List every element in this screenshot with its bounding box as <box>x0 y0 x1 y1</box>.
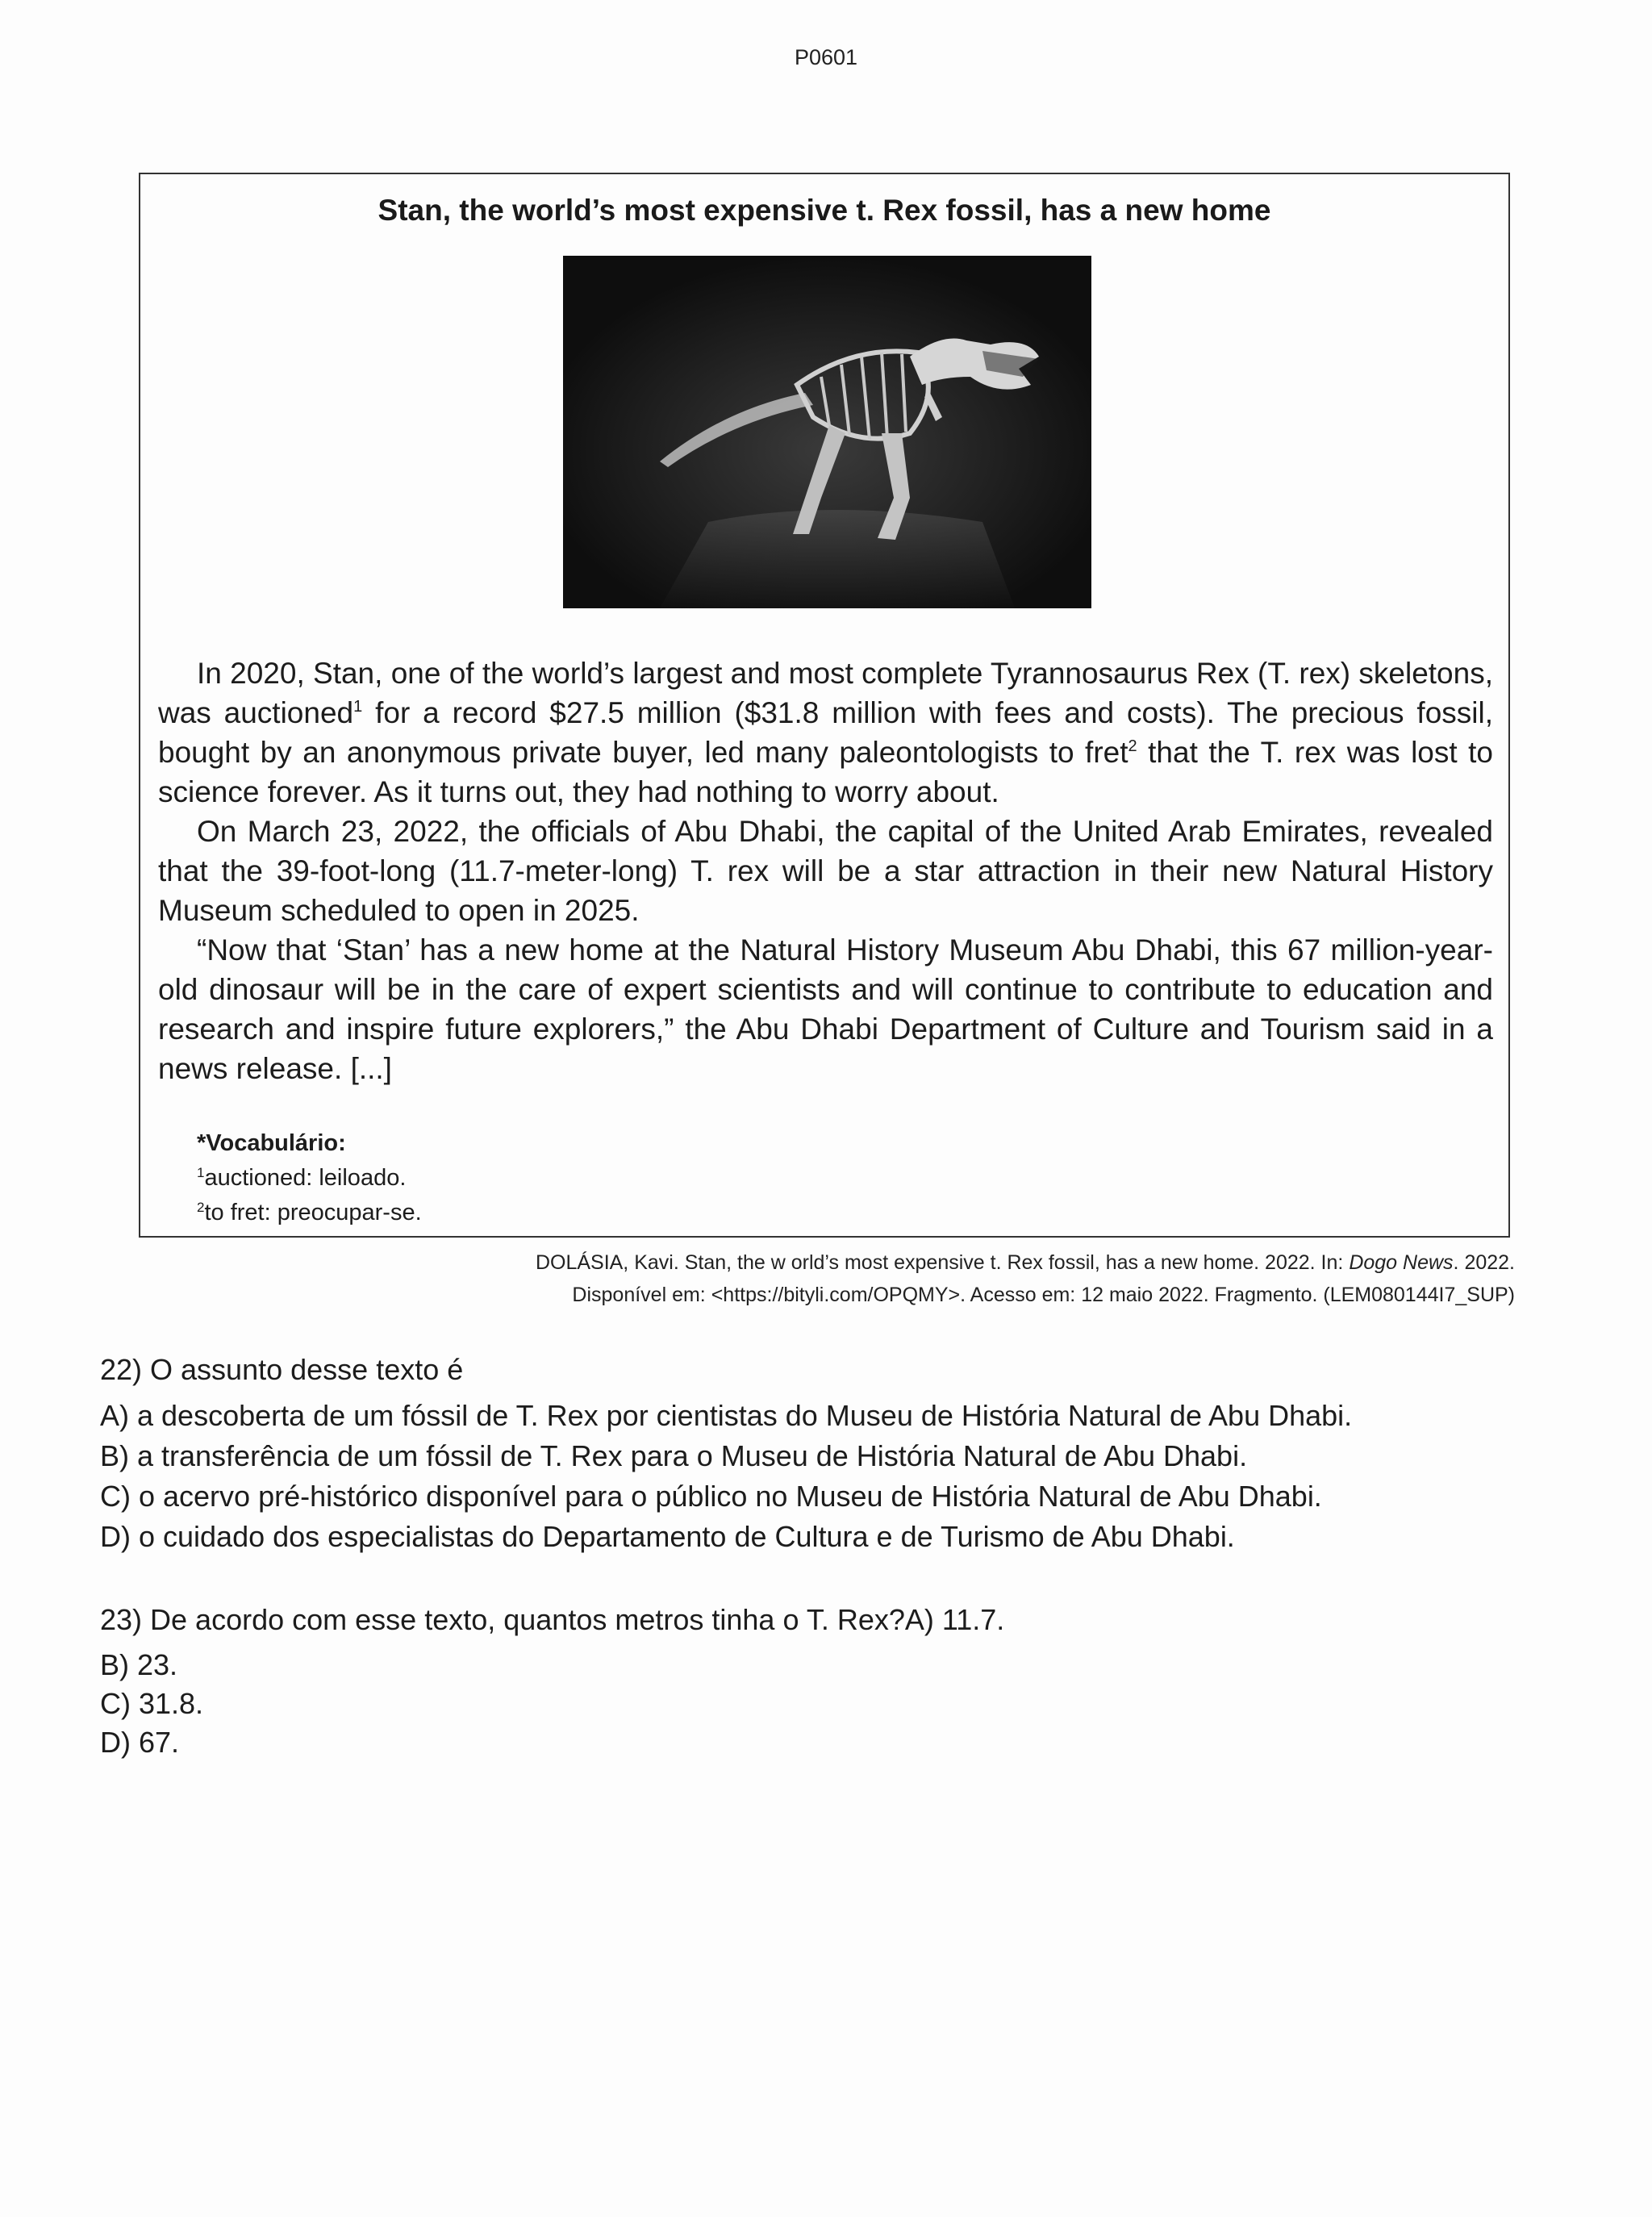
page-code: P0601 <box>794 45 858 69</box>
citation-line-2: Disponível em: <https://bityli.com/OPQMY>. Acesso em: 12 maio 2022. Fragmento. (LEM080144I7_SUP) <box>572 1284 1515 1306</box>
vocabulary-item: $^1$auctioned: leiloado. <box>197 1165 407 1191</box>
questions <box>100 1347 1592 1762</box>
answer-option-b[interactable]: B) 23. <box>100 1648 178 1681</box>
trex-skeleton-photo <box>563 256 1091 608</box>
article-body <box>158 653 1493 1088</box>
citation-source: Dogo News <box>1349 1251 1454 1274</box>
answer-option-c[interactable]: C) 31.8. <box>100 1687 204 1720</box>
article-box <box>139 173 1510 1238</box>
footnote-marker: 2 <box>1128 737 1137 755</box>
question-stem: 22) O assunto desse texto é <box>100 1353 464 1386</box>
answer-option-a[interactable]: A) a descoberta de um fóssil de T. Rex por cientistas do Museu de História Natural de Abu Dhabi. <box>100 1399 1353 1432</box>
vocabulary-item: $^2$to fret: preocupar-se. <box>197 1200 422 1225</box>
article-paragraph: On March 23, 2022, the officials of Abu Dhabi, the capital of the United Arab Emirates, revealed that the 39-foot-long (11.7-meter-long) T. rex will be a star attraction in their new Natural History Museum scheduled to open in 2025. <box>158 815 1493 927</box>
article-paragraph: “Now that ‘Stan’ has a new home at the Natural History Museum Abu Dhabi, this 67 million-year-old dinosaur will be in the care of expert scientists and will continue to contribute to education and research and inspire future explorers,” the Abu Dhabi Department of Culture and Tourism said in a news release. [...] <box>158 933 1493 1085</box>
citation <box>536 1246 1515 1311</box>
citation-line-1: DOLÁSIA, Kavi. Stan, the w orld’s most expensive t. Rex fossil, has a new home. 2022. In: Dogo News. 2022. <box>535 1251 1515 1274</box>
answer-option-d[interactable]: D) o cuidado dos especialistas do Departamento de Cultura e de Turismo de Abu Dhabi. <box>100 1520 1235 1553</box>
question-stem: 23) De acordo com esse texto, quantos metros tinha o T. Rex?A) 11.7. <box>100 1603 1005 1636</box>
vocabulary-box <box>197 1126 422 1230</box>
answer-option-b[interactable]: B) a transferência de um fóssil de T. Rex para o Museu de História Natural de Abu Dhabi. <box>100 1439 1248 1472</box>
footnote-marker: 1 <box>353 698 363 716</box>
answer-option-c[interactable]: C) o acervo pré-histórico disponível para o público no Museu de História Natural de Abu Dhabi. <box>100 1480 1322 1513</box>
article-paragraph: In 2020, Stan, one of the world’s largest and most complete Tyrannosaurus Rex (T. rex) skeletons, was auctioned$^1$ for a record $27.5 million ($31.8 million with fees and costs). The precious fossil, bought by an anonymous private buyer, led many paleontologists to fret$^2$ that the T. rex was lost to science forever. As it turns out, they had nothing to worry about. <box>158 657 1494 808</box>
vocabulary-title: *Vocabulário: <box>197 1130 346 1156</box>
question-23 <box>100 1597 1592 1762</box>
answer-option-d[interactable]: D) 67. <box>100 1726 180 1759</box>
article-title: Stan, the world’s most expensive t. Rex fossil, has a new home <box>378 194 1271 227</box>
question-22 <box>100 1347 1592 1557</box>
